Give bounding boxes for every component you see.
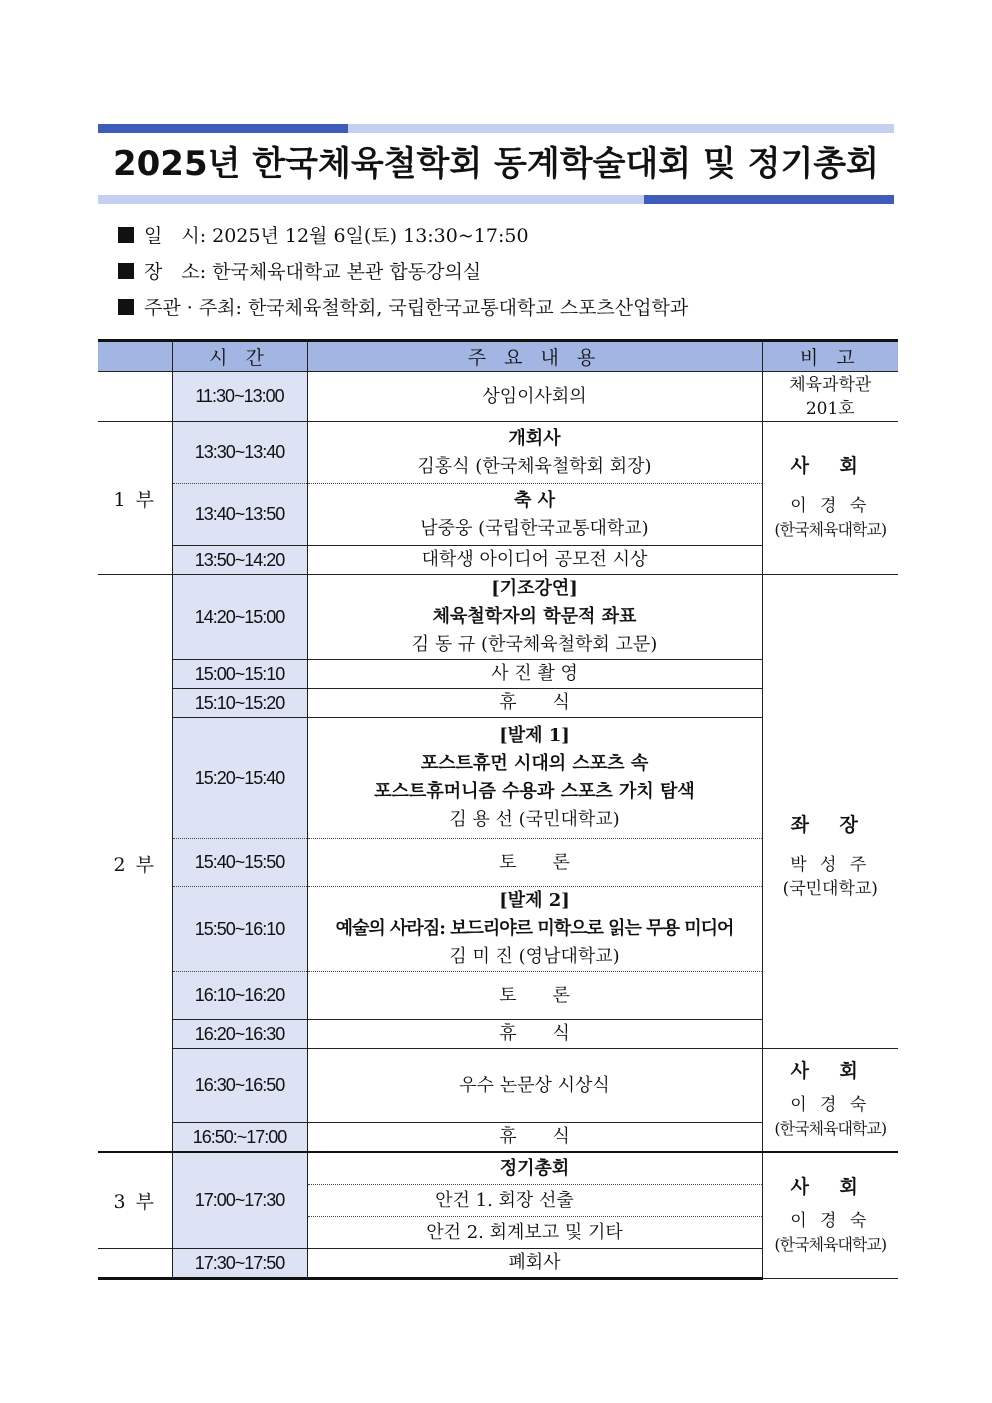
content-title: 포스트휴먼 시대의 스포츠 속	[420, 753, 649, 774]
header-blank	[98, 341, 172, 372]
note-venue: 체육과학관 201호	[789, 374, 872, 419]
table-row	[98, 1049, 898, 1123]
content-title: 체육철학자의 학문적 좌표	[432, 606, 637, 627]
content-cell: 휴 식	[307, 689, 762, 718]
note-role: 좌 장	[790, 813, 870, 836]
title-bar-bottom-light	[98, 195, 644, 204]
agenda-item: 안건 2. 회계보고 및 기타	[426, 1222, 623, 1243]
content-cell: 토 론	[307, 839, 762, 887]
time-cell: 15:10~15:20	[172, 689, 307, 718]
content-tag: [발제 1]	[499, 725, 570, 746]
table-row	[98, 575, 898, 660]
content-cell: 우수 논문상 시상식	[307, 1049, 762, 1123]
time-cell: 16:50:~17:00	[172, 1123, 307, 1153]
agenda-item: 안건 1. 회장 선출	[308, 1185, 762, 1217]
content-tag: [발제 2]	[499, 890, 570, 911]
info-value: 한국체육철학회, 국립한국교통대학교 스포츠산업학과	[247, 297, 689, 319]
time-cell: 16:10~16:20	[172, 972, 307, 1020]
note-role: 사 회	[790, 455, 870, 477]
info-venue	[118, 258, 481, 286]
schedule-table	[98, 339, 898, 1280]
square-bullet-icon	[118, 299, 134, 315]
square-bullet-icon	[118, 227, 134, 243]
header-content: 주 요 내 용	[307, 341, 762, 372]
table-row	[98, 1152, 898, 1249]
part-cell-1: 1 부	[98, 422, 172, 575]
info-date	[118, 222, 529, 250]
note-cell	[762, 372, 898, 422]
note-org: (한국체육대학교)	[774, 1119, 887, 1138]
time-cell: 13:30~13:40	[172, 422, 307, 484]
content-cell: 대학생 아이디어 공모전 시상	[307, 546, 762, 575]
content-title: 정기총회	[308, 1153, 762, 1185]
time-cell: 14:20~15:00	[172, 575, 307, 660]
note-org: (한국체육대학교)	[774, 520, 887, 539]
content-sub: 김 미 진 (영남대학교)	[449, 946, 620, 967]
note-name: 이 경 숙	[790, 1095, 871, 1115]
time-cell: 15:00~15:10	[172, 660, 307, 689]
note-role: 사 회	[790, 1060, 870, 1082]
note-org: (한국체육대학교)	[774, 1234, 887, 1254]
square-bullet-icon	[118, 263, 134, 279]
time-cell: 17:00~17:30	[172, 1152, 307, 1249]
note-cell	[762, 1152, 898, 1279]
note-cell	[762, 1049, 898, 1153]
time-cell: 15:50~16:10	[172, 887, 307, 972]
table-header-row	[98, 341, 898, 372]
time-cell: 13:50~14:20	[172, 546, 307, 575]
info-host	[118, 294, 688, 322]
note-cell	[762, 575, 898, 1049]
content-title: 개회사	[508, 427, 561, 449]
note-name: 이 경 숙	[790, 496, 871, 516]
info-value: 한국체육대학교 본관 합동강의실	[212, 261, 482, 283]
content-cell: 휴 식	[307, 1123, 762, 1153]
content-title: 포스트휴머니즘 수용과 스포츠 가치 탐색	[374, 781, 695, 802]
note-cell	[762, 422, 898, 575]
title-bar-top-light	[348, 124, 894, 133]
part-cell	[98, 1249, 172, 1279]
header-time: 시 간	[172, 341, 307, 372]
info-label: 일 시:	[144, 225, 207, 247]
content-title: 축 사	[513, 489, 556, 511]
part-cell-2: 2 부	[98, 575, 172, 1153]
time-cell: 16:20~16:30	[172, 1020, 307, 1049]
part-cell-3: 3 부	[98, 1152, 172, 1249]
content-sub: 김 용 선 (국민대학교)	[449, 809, 620, 830]
table-row	[98, 372, 898, 422]
content-tag: [기조강연]	[491, 578, 578, 599]
time-cell: 17:30~17:50	[172, 1249, 307, 1279]
content-cell: 토 론	[307, 972, 762, 1020]
content-cell	[307, 718, 762, 839]
content-cell	[307, 422, 762, 484]
note-name: 박 성 주	[790, 854, 871, 875]
content-cell	[307, 887, 762, 972]
note-role: 사 회	[790, 1175, 870, 1198]
time-cell: 11:30~13:00	[172, 372, 307, 422]
table-row	[98, 422, 898, 484]
time-cell: 15:40~15:50	[172, 839, 307, 887]
page-title: 2025년 한국체육철학회 동계학술대회 및 정기총회	[112, 144, 879, 184]
note-name: 이 경 숙	[790, 1210, 871, 1231]
part-cell	[98, 372, 172, 422]
content-sub: 남중웅 (국립한국교통대학교)	[420, 517, 649, 539]
time-cell: 16:30~16:50	[172, 1049, 307, 1123]
content-cell	[307, 1152, 762, 1249]
title-bar-top-dark	[98, 124, 348, 133]
content-cell	[307, 484, 762, 546]
info-label: 장 소:	[144, 261, 207, 283]
content-cell	[307, 575, 762, 660]
content-cell: 사 진 촬 영	[307, 660, 762, 689]
header-note: 비 고	[762, 341, 898, 372]
content-cell: 폐회사	[307, 1249, 762, 1279]
note-org: (국민대학교)	[782, 878, 878, 899]
time-cell: 13:40~13:50	[172, 484, 307, 546]
content-sub: 김 동 규 (한국체육철학회 고문)	[411, 634, 658, 655]
content-sub: 김홍식 (한국체육철학회 회장)	[417, 455, 652, 477]
content-cell: 상임이사회의	[307, 372, 762, 422]
info-label: 주관 · 주최:	[144, 297, 242, 319]
info-value: 2025년 12월 6일(토) 13:30~17:50	[212, 225, 529, 247]
content-cell: 휴 식	[307, 1020, 762, 1049]
title-bar-bottom-dark	[644, 195, 894, 204]
content-title: 예술의 사라짐: 보드리야르 미학으로 읽는 무용 미디어	[335, 918, 734, 939]
time-cell: 15:20~15:40	[172, 718, 307, 839]
